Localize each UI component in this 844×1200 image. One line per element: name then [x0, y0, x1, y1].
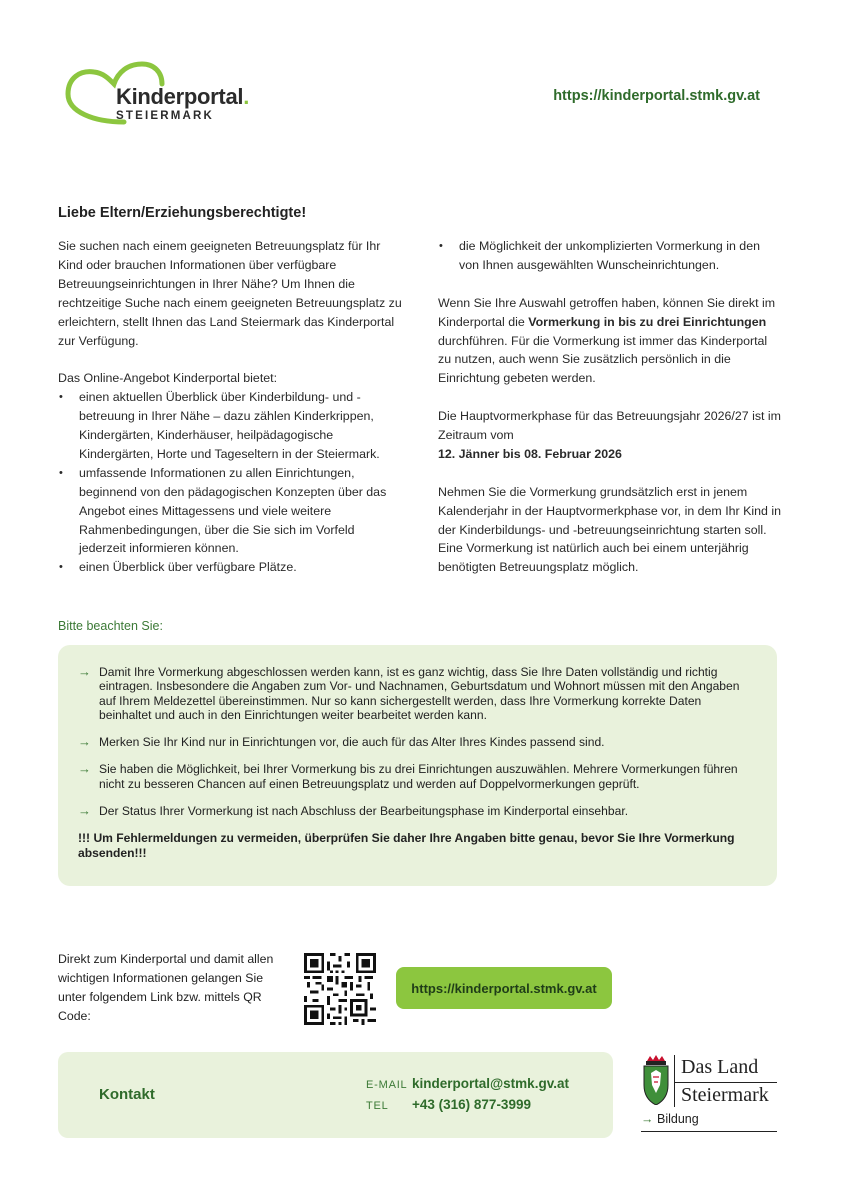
phase-paragraph: Die Hauptvormerkphase für das Betreuungsjahr 2026/27 ist im Zeitraum vom 12. Jänner bis 08. Februar 2026 — [438, 409, 781, 461]
header-url-link[interactable]: https://kinderportal.stmk.gv.at — [553, 88, 760, 104]
contact-box — [58, 1052, 613, 1138]
logo-wordmark: Kinderportal. — [116, 84, 249, 109]
selection-highlight: Vormerkung in bis zu drei Einrichtungen — [528, 314, 767, 329]
department-label: → Bildung — [641, 1112, 699, 1126]
greeting-heading: Liebe Eltern/Erziehungsberechtigte! — [58, 205, 307, 221]
email-label: E-MAIL — [366, 1079, 408, 1091]
arrow-right-icon: → — [78, 664, 91, 679]
intro-left-column — [58, 237, 403, 577]
contact-title: Kontakt — [99, 1086, 155, 1103]
offer-list-item: • die Möglichkeit der unkomplizierten Vormerkung in den von Ihnen ausgewählten Wunscheinrichtungen. — [438, 237, 783, 275]
notice-item: → Damit Ihre Vormerkung abgeschlossen werden kann, ist es ganz wichtig, dass Sie Ihre Daten vollständig und richtig eintragen. Insbesondere die Angaben zum Vor- und Nachnamen, Geburtsdatum und Wohnort müssen mit den Angaben auf Ihrem Meldezettel übereinstimmen. Nur so kann sichergestellt werden, dass Ihre Vormerkung korrekte Daten beinhaltet und auch in den Einrichtungen weiter bearbeitet werden kann. — [78, 664, 740, 722]
notice-item: → Sie haben die Möglichkeit, bei Ihrer Vormerkung bis zu drei Einrichtungen auszuwählen. Mehrere Vormerkungen führen nicht zu besseren Chancen auf einen Betreuungsplatz und werden auf Doppelvormerkungen geprüft. — [78, 761, 738, 791]
selection-paragraph: Wenn Sie Ihre Auswahl getroffen haben, können Sie direkt im Kinderportal die Vormerkung in bis zu drei Einrichtungen durchführen. Für die Vormerkung ist immer das Kinderportal zu nutzen, auch wenn Sie zusätzlich persönlich in die Einrichtung gebeten werden. — [438, 295, 776, 386]
email-link[interactable]: kinderportal@stmk.gv.at — [412, 1076, 569, 1091]
state-divider — [674, 1082, 777, 1083]
tel-link[interactable]: +43 (316) 877-3999 — [412, 1097, 531, 1112]
notice-item: → Der Status Ihrer Vormerkung ist nach Abschluss der Bearbeitungsphase im Kinderportal einsehbar. — [78, 803, 629, 819]
state-name — [674, 1055, 775, 1107]
steiermark-crest-icon — [641, 1055, 671, 1105]
logo-subtitle: STEIERMARK — [116, 110, 215, 122]
intro-paragraph: Sie suchen nach einem geeigneten Betreuungsplatz für Ihr Kind oder brauchen Informationen über verfügbare Betreuungseinrichtungen in Ihrer Nähe? Um Ihnen die rechtzeitige Suche nach einem geeigneten Betreuungsplatz zu erleichtern, stellt Ihnen das Land Steiermark das Kinderportal zur Verfügung. — [58, 239, 402, 348]
offer-lead: Das Online-Angebot Kinderportal bietet: — [58, 371, 278, 386]
arrow-right-icon: → — [78, 803, 91, 819]
offer-list — [58, 388, 403, 577]
offer-list-item: • einen Überblick über verfügbare Plätze. — [58, 558, 403, 577]
state-name-line-2: Steiermark — [681, 1084, 769, 1106]
arrow-right-icon: → — [78, 734, 91, 750]
kinderportal-url-button[interactable]: https://kinderportal.stmk.gv.at — [396, 967, 612, 1009]
offer-list-item: • umfassende Informationen zu allen Einrichtungen, beginnend von den pädagogischen Konzepten über das Angebot eines Mittagessens und viele weitere Rahmenbedingungen, über die Sie sich im Vorfeld jederzeit informieren können. — [58, 464, 403, 559]
state-name-line-1: Das Land — [681, 1056, 759, 1078]
state-logo — [641, 1055, 777, 1135]
intro-right-column — [438, 237, 783, 596]
timing-paragraph: Nehmen Sie die Vormerkung grundsätzlich erst in jenem Kalenderjahr in der Hauptvormerkphase vor, in dem Ihr Kind in der Kinderbildungs- und -betreuungseinrichtung starten soll. Eine Vormerkung ist natürlich auch bei einem unterjährig benötigten Betreuungsplatz möglich. — [438, 484, 781, 575]
arrow-right-icon: → — [641, 1112, 654, 1126]
link-description: Direkt zum Kinderportal und damit allen wichtigen Informationen gelangen Sie unter folgendem Link bzw. mittels QR Code: — [58, 952, 274, 1023]
qr-code-icon[interactable] — [304, 953, 376, 1025]
notice-box — [58, 645, 777, 886]
tel-label: TEL — [366, 1100, 389, 1112]
notice-item: → Merken Sie Ihr Kind nur in Einrichtungen vor, die auch für das Alter Ihres Kindes passend sind. — [78, 734, 605, 750]
state-underline — [641, 1131, 777, 1132]
offer-list-item: • einen aktuellen Überblick über Kinderbildung- und -betreuung in Ihrer Nähe – dazu zählen Kinderkrippen, Kindergärten, Kinderhäuser, heilpädagogische Kindergärten, Horte und Tageseltern in der Steiermark. — [58, 388, 403, 464]
arrow-right-icon: → — [78, 761, 91, 777]
notice-warning: !!! Um Fehlermeldungen zu vermeiden, überprüfen Sie daher Ihre Angaben bitte genau, bevor Sie Ihre Vormerkung absenden!!! — [78, 831, 735, 860]
notice-title: Bitte beachten Sie: — [58, 619, 163, 633]
offer-list-continued — [438, 237, 783, 275]
phase-dates: 12. Jänner bis 08. Februar 2026 — [438, 446, 622, 461]
